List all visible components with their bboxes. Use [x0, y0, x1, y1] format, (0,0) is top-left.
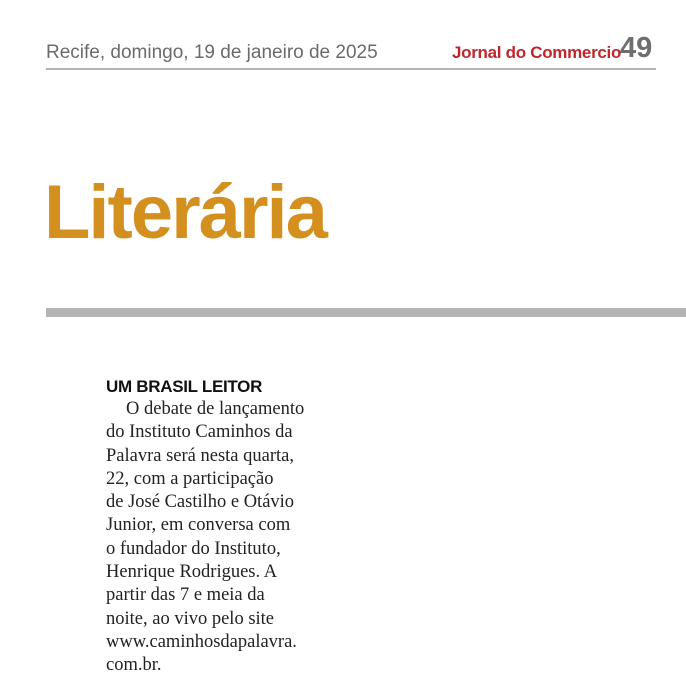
article-line: do Instituto Caminhos da [106, 422, 293, 443]
article-body [106, 398, 346, 678]
dateline: Recife, domingo, 19 de janeiro de 2025 [46, 42, 378, 63]
article-line: Henrique Rodrigues. A [106, 562, 278, 583]
article-line: 22, com a participação [106, 468, 274, 489]
page-number: 49 [620, 32, 653, 64]
article-line: Palavra será nesta quarta, [106, 445, 294, 466]
article-link-line[interactable]: com.br. [106, 655, 162, 676]
section-divider [46, 308, 686, 317]
newspaper-name: Jornal do Commercio [452, 43, 622, 62]
article-line: o fundador do Instituto, [106, 538, 281, 559]
article-line: noite, ao vivo pelo site [106, 608, 275, 629]
article-line: de José Castilho e Otávio [106, 492, 295, 513]
header-divider [46, 68, 656, 70]
article-line: O debate de lançamento [126, 399, 305, 419]
article-line: partir das 7 e meia da [106, 585, 265, 606]
article-heading: UM BRASIL LEITOR [106, 377, 263, 396]
article-link-line[interactable]: www.caminhosdapalavra. [106, 631, 297, 652]
section-title: Literária [44, 169, 326, 255]
article [106, 376, 346, 678]
article-line: Junior, em conversa com [106, 515, 291, 536]
